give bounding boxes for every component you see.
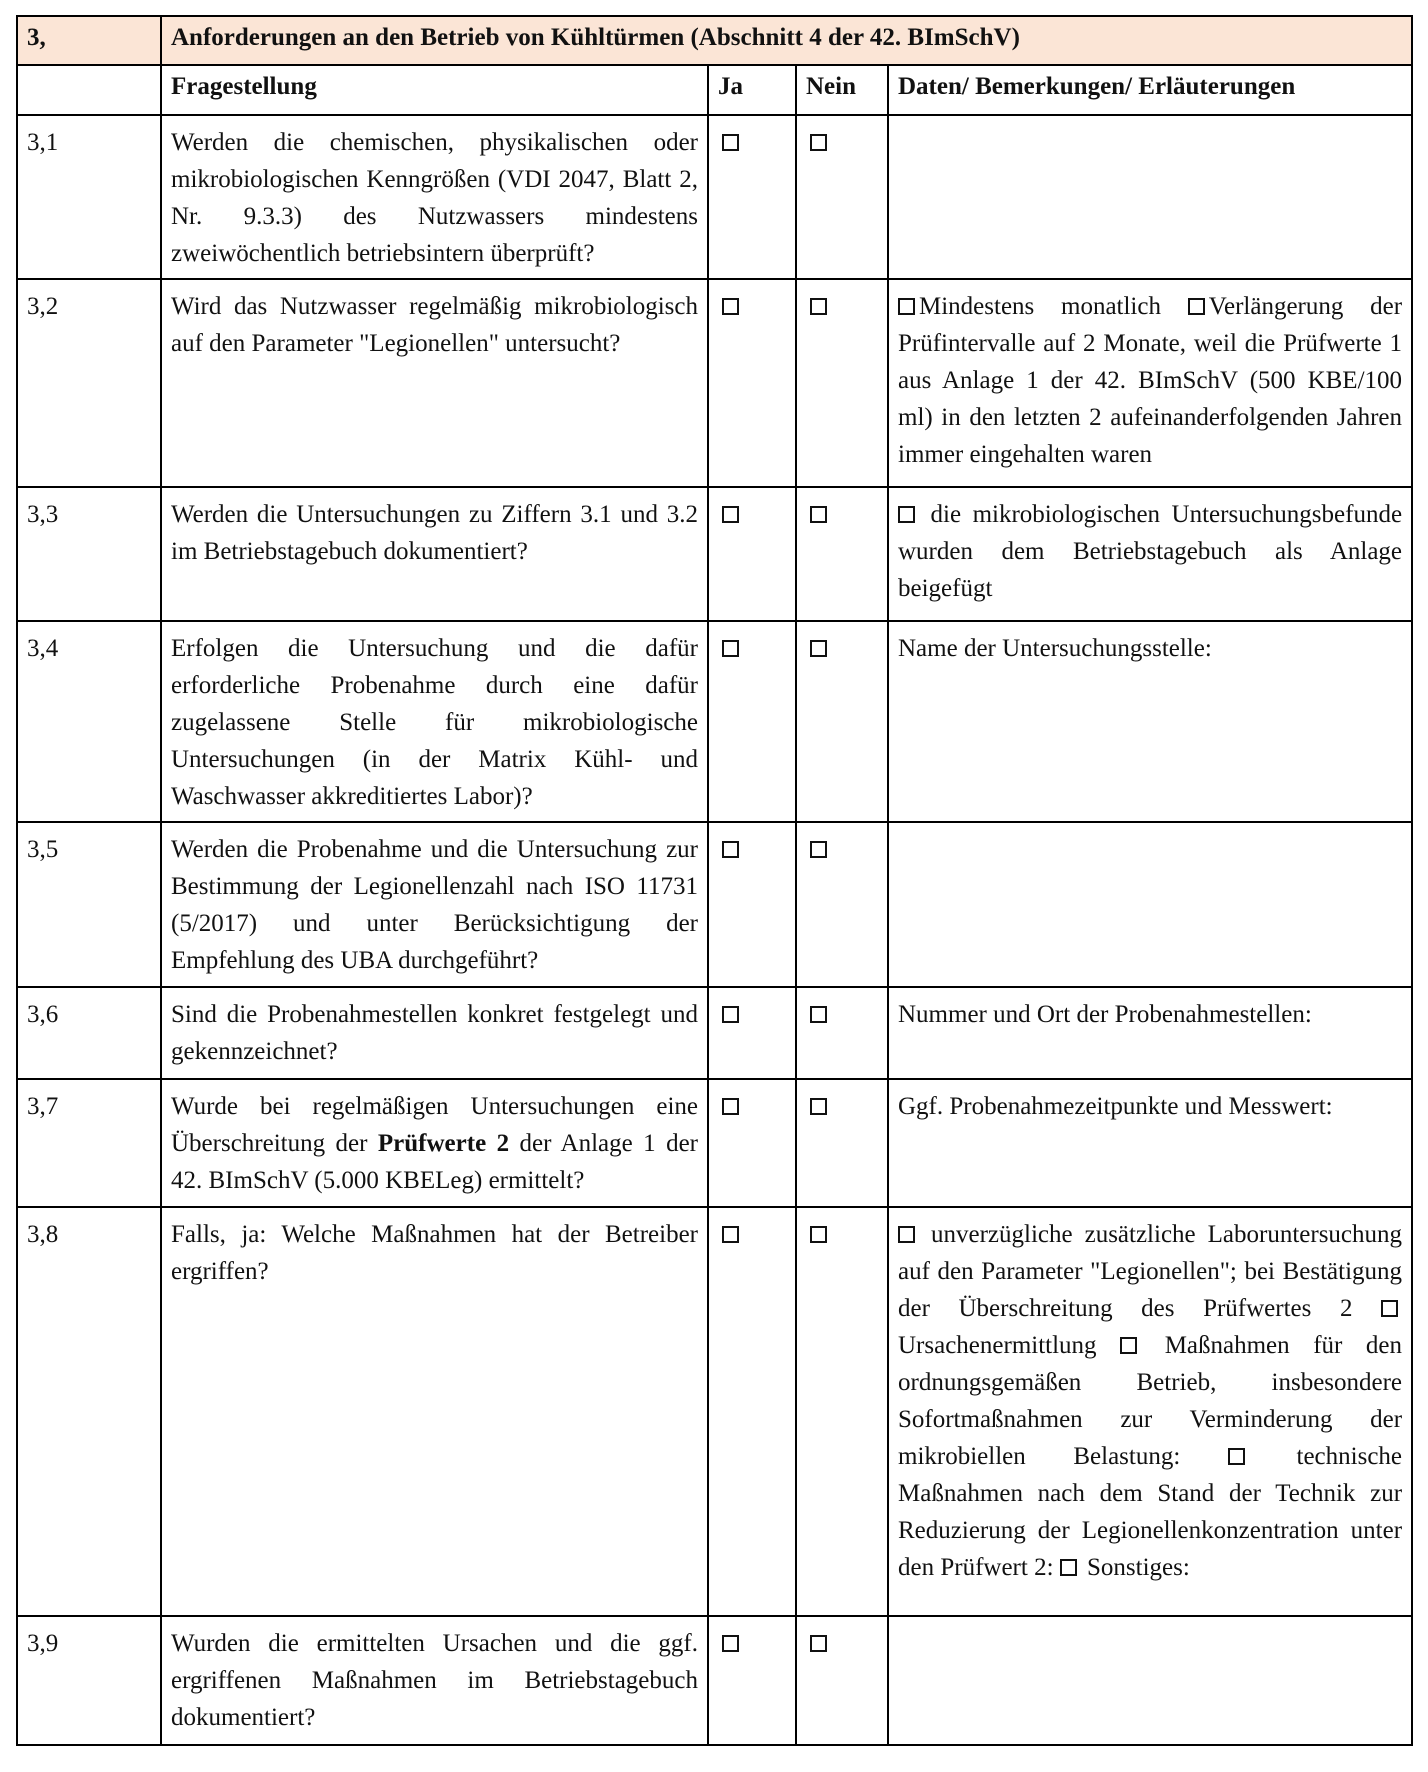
yes-checkbox[interactable]: [722, 841, 739, 858]
table-row: [17, 487, 1412, 621]
no-cell: [796, 1079, 888, 1207]
no-checkbox[interactable]: [810, 298, 827, 315]
yes-cell: [708, 621, 796, 822]
option-technical-measures-label: technische Maßnahmen nach dem Stand der Technik zur Reduzierung der Legionellenkonzentration unter den Prüfwert 2:: [898, 1443, 1403, 1581]
option-checkbox[interactable]: [1120, 1337, 1137, 1354]
no-checkbox[interactable]: [810, 841, 827, 858]
yes-cell: [708, 1207, 796, 1616]
option-root-cause-label: Ursachenermittlung: [898, 1332, 1097, 1359]
yes-cell: [708, 1616, 796, 1745]
question-text: Wird das Nutzwasser regelmäßig mikrobiologisch auf den Parameter "Legionellen" untersucht?: [161, 279, 708, 487]
option-monthly-label: Mindestens monatlich: [919, 293, 1161, 320]
option-checkbox[interactable]: [1381, 1300, 1398, 1317]
column-header-number: [17, 65, 161, 115]
column-header-yes: Ja: [708, 65, 796, 115]
no-checkbox[interactable]: [810, 1635, 827, 1652]
row-number: 3,3: [17, 487, 161, 621]
yes-cell: [708, 987, 796, 1079]
remarks-cell[interactable]: [888, 822, 1412, 987]
row-number: 3,2: [17, 279, 161, 487]
table-row: [17, 115, 1412, 279]
no-cell: [796, 1207, 888, 1616]
no-cell: [796, 115, 888, 279]
section-header-row: [17, 16, 1412, 65]
no-cell: [796, 987, 888, 1079]
no-checkbox[interactable]: [810, 134, 827, 151]
yes-checkbox[interactable]: [722, 1635, 739, 1652]
lab-name-label: Name der Untersuchungsstelle:: [898, 635, 1212, 662]
question-text: Erfolgen die Untersuchung und die dafür erforderliche Probenahme durch eine dafür zugelassene Stelle für mikrobiologische Untersuchungen (in der Matrix Kühl- und Waschwasser akkreditiertes Labor)?: [161, 621, 708, 822]
checklist-table: [16, 15, 1413, 1746]
no-cell: [796, 279, 888, 487]
no-checkbox[interactable]: [810, 506, 827, 523]
remarks-cell[interactable]: [888, 987, 1412, 1079]
remarks-cell: [888, 279, 1412, 487]
yes-checkbox[interactable]: [722, 1098, 739, 1115]
question-text: Falls, ja: Welche Maßnahmen hat der Betreiber ergriffen?: [161, 1207, 708, 1616]
remarks-cell: [888, 487, 1412, 621]
no-cell: [796, 822, 888, 987]
option-attached-label: die mikrobiologischen Untersuchungsbefunde wurden dem Betriebstagebuch als Anlage beigefügt: [898, 501, 1403, 602]
remarks-cell[interactable]: [888, 1616, 1412, 1745]
sampling-points-label: Nummer und Ort der Probenahmestellen:: [898, 1001, 1312, 1028]
question-text-bold: Prüfwerte 2: [377, 1130, 510, 1157]
option-checkbox[interactable]: [1228, 1448, 1245, 1465]
table-row: [17, 822, 1412, 987]
row-number: 3,4: [17, 621, 161, 822]
option-extension-label: Verlängerung der Prüfintervalle auf 2 Monate, weil die Prüfwerte 1 aus Anlage 1 der 42. BImSchV (500 KBE/100 ml) in den letzten 2 aufeinanderfolgenden Jahren immer eingehalten waren: [898, 293, 1403, 468]
remarks-cell[interactable]: [888, 1079, 1412, 1207]
row-number: 3,5: [17, 822, 161, 987]
no-checkbox[interactable]: [810, 640, 827, 657]
yes-checkbox[interactable]: [722, 640, 739, 657]
option-lab-retest-label: unverzügliche zusätzliche Laboruntersuchung auf den Parameter "Legionellen"; bei Bestätigung der Überschreitung des Prüfwertes 2: [898, 1221, 1403, 1322]
row-number: 3,8: [17, 1207, 161, 1616]
section-number: 3,: [17, 16, 161, 65]
row-number: 3,9: [17, 1616, 161, 1745]
yes-cell: [708, 115, 796, 279]
yes-cell: [708, 822, 796, 987]
table-row: [17, 621, 1412, 822]
option-checkbox[interactable]: [1060, 1559, 1077, 1576]
question-text: Sind die Probenahmestellen konkret festgelegt und gekennzeichnet?: [161, 987, 708, 1079]
remarks-cell: [888, 1207, 1412, 1616]
question-text-part: Wurde bei regelmäßigen Untersuchungen eine Überschreitung der: [171, 1093, 698, 1157]
option-checkbox[interactable]: [898, 506, 915, 523]
table-row: [17, 1079, 1412, 1207]
yes-cell: [708, 1079, 796, 1207]
option-other-label: Sonstiges:: [1087, 1554, 1190, 1581]
question-text: Werden die Probenahme und die Untersuchung zur Bestimmung der Legionellenzahl nach ISO 11731 (5/2017) und unter Berücksichtigung der Empfehlung des UBA durchgeführt?: [161, 822, 708, 987]
no-checkbox[interactable]: [810, 1098, 827, 1115]
table-row: [17, 1616, 1412, 1745]
question-text: [161, 1079, 708, 1207]
yes-checkbox[interactable]: [722, 1226, 739, 1243]
no-checkbox[interactable]: [810, 1226, 827, 1243]
yes-checkbox[interactable]: [722, 134, 739, 151]
remarks-cell[interactable]: [888, 115, 1412, 279]
option-measures-label: Maßnahmen für den ordnungsgemäßen Betrieb, insbesondere Sofortmaßnahmen zur Verminderung der mikrobiellen Belastung:: [898, 1332, 1403, 1470]
yes-cell: [708, 279, 796, 487]
no-cell: [796, 621, 888, 822]
no-cell: [796, 487, 888, 621]
column-header-no: Nein: [796, 65, 888, 115]
column-header-question: Fragestellung: [161, 65, 708, 115]
question-text: Wurden die ermittelten Ursachen und die ggf. ergriffenen Maßnahmen im Betriebstagebuch dokumentiert?: [161, 1616, 708, 1745]
table-row: [17, 1207, 1412, 1616]
no-cell: [796, 1616, 888, 1745]
row-number: 3,6: [17, 987, 161, 1079]
column-header-row: [17, 65, 1412, 115]
table-row: [17, 987, 1412, 1079]
sampling-times-label: Ggf. Probenahmezeitpunkte und Messwert:: [898, 1093, 1333, 1120]
yes-checkbox[interactable]: [722, 506, 739, 523]
question-text: Werden die Untersuchungen zu Ziffern 3.1 und 3.2 im Betriebstagebuch dokumentiert?: [161, 487, 708, 621]
option-checkbox[interactable]: [898, 298, 915, 315]
row-number: 3,7: [17, 1079, 161, 1207]
option-checkbox[interactable]: [898, 1226, 915, 1243]
remarks-cell[interactable]: [888, 621, 1412, 822]
yes-checkbox[interactable]: [722, 1006, 739, 1023]
yes-checkbox[interactable]: [722, 298, 739, 315]
option-checkbox[interactable]: [1188, 298, 1205, 315]
yes-cell: [708, 487, 796, 621]
question-text: Werden die chemischen, physikalischen oder mikrobiologischen Kenngrößen (VDI 2047, Blatt 2, Nr. 9.3.3) des Nutzwassers mindestens zweiwöchentlich betriebsintern überprüft?: [161, 115, 708, 279]
row-number: 3,1: [17, 115, 161, 279]
question-text-part: der Anlage 1 der 42. BImSchV (5.000 KBELeg) ermittelt?: [171, 1130, 698, 1194]
no-checkbox[interactable]: [810, 1006, 827, 1023]
section-title: Anforderungen an den Betrieb von Kühltürmen (Abschnitt 4 der 42. BImSchV): [161, 16, 1412, 65]
column-header-remarks: Daten/ Bemerkungen/ Erläuterungen: [888, 65, 1412, 115]
table-row: [17, 279, 1412, 487]
